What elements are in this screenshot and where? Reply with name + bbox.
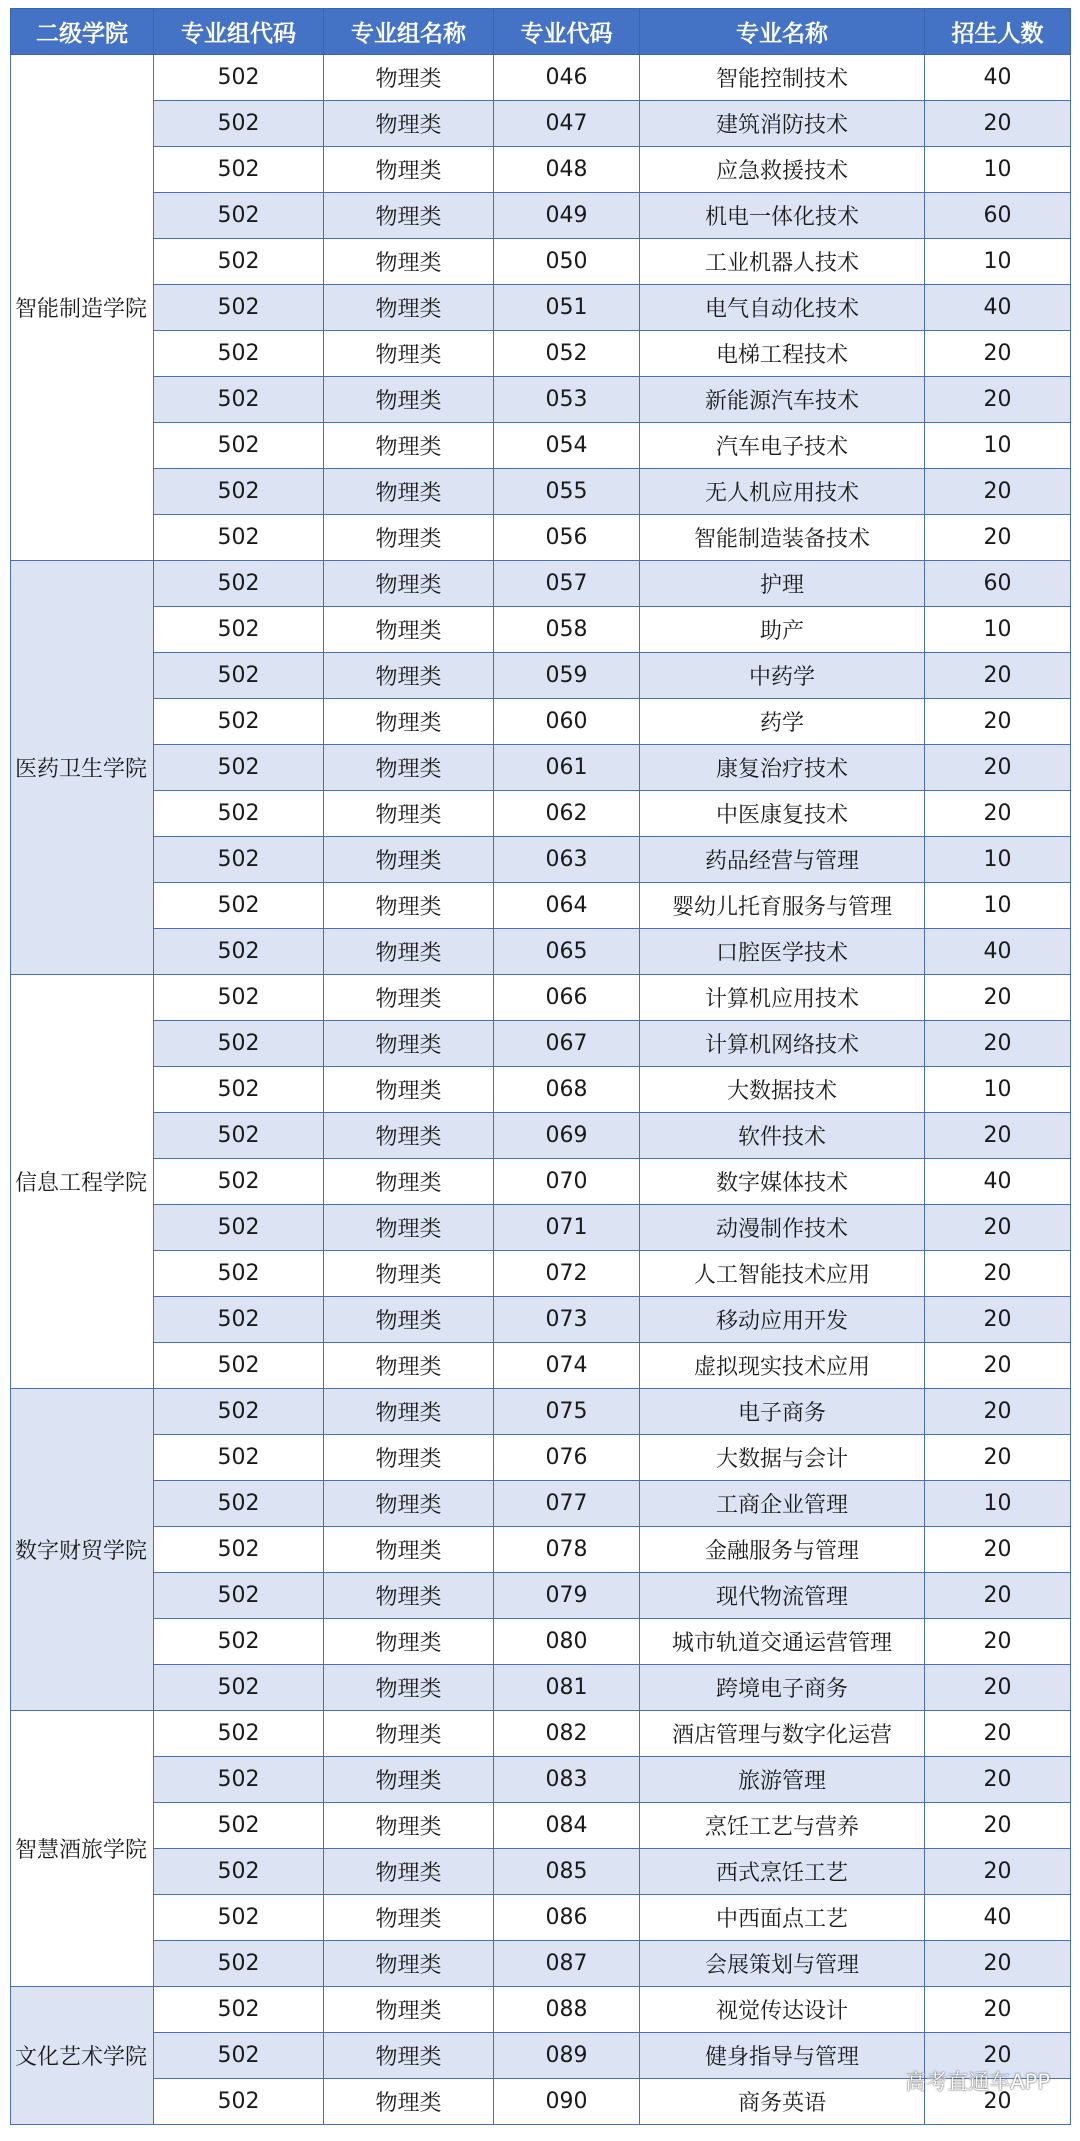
group-name-cell: 物理类 bbox=[324, 1297, 494, 1343]
table-row bbox=[11, 101, 1071, 147]
major-code-cell: 063 bbox=[494, 837, 640, 883]
major-code-cell: 071 bbox=[494, 1205, 640, 1251]
enrollment-cell: 40 bbox=[925, 929, 1071, 975]
major-name-cell: 应急救援技术 bbox=[640, 147, 925, 193]
table-row bbox=[11, 469, 1071, 515]
major-code-cell: 085 bbox=[494, 1849, 640, 1895]
group-name-cell: 物理类 bbox=[324, 607, 494, 653]
enrollment-cell: 10 bbox=[925, 883, 1071, 929]
major-code-cell: 087 bbox=[494, 1941, 640, 1987]
major-code-cell: 064 bbox=[494, 883, 640, 929]
major-name-cell: 婴幼儿托育服务与管理 bbox=[640, 883, 925, 929]
major-code-cell: 068 bbox=[494, 1067, 640, 1113]
group-name-cell: 物理类 bbox=[324, 515, 494, 561]
group-name-cell: 物理类 bbox=[324, 1481, 494, 1527]
enrollment-cell: 20 bbox=[925, 1435, 1071, 1481]
enrollment-cell: 20 bbox=[925, 791, 1071, 837]
table-row bbox=[11, 1159, 1071, 1205]
major-code-cell: 055 bbox=[494, 469, 640, 515]
group-name-cell: 物理类 bbox=[324, 285, 494, 331]
group-name-cell: 物理类 bbox=[324, 791, 494, 837]
group-code-cell: 502 bbox=[154, 1941, 324, 1987]
table-row bbox=[11, 837, 1071, 883]
enrollment-cell: 60 bbox=[925, 561, 1071, 607]
table-row bbox=[11, 699, 1071, 745]
table-row bbox=[11, 607, 1071, 653]
major-code-cell: 065 bbox=[494, 929, 640, 975]
college-cell: 文化艺术学院 bbox=[11, 1987, 154, 2125]
table-row bbox=[11, 561, 1071, 607]
major-name-cell: 视觉传达设计 bbox=[640, 1987, 925, 2033]
header-major-name: 专业名称 bbox=[640, 9, 925, 55]
group-name-cell: 物理类 bbox=[324, 1343, 494, 1389]
enrollment-cell: 20 bbox=[925, 1205, 1071, 1251]
major-name-cell: 中药学 bbox=[640, 653, 925, 699]
table-row bbox=[11, 515, 1071, 561]
table-row bbox=[11, 239, 1071, 285]
enrollment-cell: 20 bbox=[925, 1803, 1071, 1849]
major-name-cell: 电梯工程技术 bbox=[640, 331, 925, 377]
major-code-cell: 059 bbox=[494, 653, 640, 699]
table-row bbox=[11, 1849, 1071, 1895]
table-row bbox=[11, 929, 1071, 975]
enrollment-cell: 20 bbox=[925, 2033, 1071, 2079]
group-name-cell: 物理类 bbox=[324, 1389, 494, 1435]
table-row bbox=[11, 55, 1071, 101]
major-name-cell: 移动应用开发 bbox=[640, 1297, 925, 1343]
group-name-cell: 物理类 bbox=[324, 193, 494, 239]
major-code-cell: 081 bbox=[494, 1665, 640, 1711]
enrollment-cell: 20 bbox=[925, 1343, 1071, 1389]
enrollment-cell: 10 bbox=[925, 423, 1071, 469]
group-code-cell: 502 bbox=[154, 55, 324, 101]
major-name-cell: 电子商务 bbox=[640, 1389, 925, 1435]
enrollment-cell: 20 bbox=[925, 1573, 1071, 1619]
table-row bbox=[11, 285, 1071, 331]
group-code-cell: 502 bbox=[154, 975, 324, 1021]
watermark-text: 高考直通车APP bbox=[905, 2070, 1050, 2094]
major-name-cell: 药学 bbox=[640, 699, 925, 745]
group-name-cell: 物理类 bbox=[324, 2033, 494, 2079]
major-name-cell: 康复治疗技术 bbox=[640, 745, 925, 791]
major-code-cell: 056 bbox=[494, 515, 640, 561]
table-row bbox=[11, 1895, 1071, 1941]
enrollment-cell: 40 bbox=[925, 55, 1071, 101]
header-major-code: 专业代码 bbox=[494, 9, 640, 55]
enrollment-cell: 20 bbox=[925, 515, 1071, 561]
major-name-cell: 计算机网络技术 bbox=[640, 1021, 925, 1067]
group-name-cell: 物理类 bbox=[324, 837, 494, 883]
enrollment-cell: 20 bbox=[925, 653, 1071, 699]
header-college: 二级学院 bbox=[11, 9, 154, 55]
group-code-cell: 502 bbox=[154, 929, 324, 975]
enrollment-cell: 20 bbox=[925, 1665, 1071, 1711]
major-name-cell: 软件技术 bbox=[640, 1113, 925, 1159]
group-code-cell: 502 bbox=[154, 1711, 324, 1757]
enrollment-cell: 20 bbox=[925, 1757, 1071, 1803]
enrollment-cell: 20 bbox=[925, 1297, 1071, 1343]
major-code-cell: 077 bbox=[494, 1481, 640, 1527]
major-code-cell: 079 bbox=[494, 1573, 640, 1619]
group-code-cell: 502 bbox=[154, 1159, 324, 1205]
table-row bbox=[11, 791, 1071, 837]
group-code-cell: 502 bbox=[154, 1297, 324, 1343]
major-name-cell: 动漫制作技术 bbox=[640, 1205, 925, 1251]
major-name-cell: 智能控制技术 bbox=[640, 55, 925, 101]
group-code-cell: 502 bbox=[154, 331, 324, 377]
major-code-cell: 076 bbox=[494, 1435, 640, 1481]
group-name-cell: 物理类 bbox=[324, 699, 494, 745]
group-code-cell: 502 bbox=[154, 653, 324, 699]
group-name-cell: 物理类 bbox=[324, 1803, 494, 1849]
table-row bbox=[11, 1573, 1071, 1619]
major-code-cell: 052 bbox=[494, 331, 640, 377]
college-cell: 数字财贸学院 bbox=[11, 1389, 154, 1711]
enrollment-table bbox=[10, 8, 1071, 2125]
enrollment-cell: 20 bbox=[925, 331, 1071, 377]
table-row bbox=[11, 975, 1071, 1021]
major-code-cell: 057 bbox=[494, 561, 640, 607]
major-code-cell: 067 bbox=[494, 1021, 640, 1067]
group-code-cell: 502 bbox=[154, 285, 324, 331]
major-name-cell: 跨境电子商务 bbox=[640, 1665, 925, 1711]
major-code-cell: 053 bbox=[494, 377, 640, 423]
group-name-cell: 物理类 bbox=[324, 1251, 494, 1297]
group-code-cell: 502 bbox=[154, 1481, 324, 1527]
enrollment-cell: 20 bbox=[925, 1941, 1071, 1987]
group-name-cell: 物理类 bbox=[324, 1527, 494, 1573]
enrollment-cell: 40 bbox=[925, 1159, 1071, 1205]
college-cell: 智能制造学院 bbox=[11, 55, 154, 561]
enrollment-cell: 10 bbox=[925, 239, 1071, 285]
major-code-cell: 061 bbox=[494, 745, 640, 791]
major-code-cell: 086 bbox=[494, 1895, 640, 1941]
enrollment-cell: 10 bbox=[925, 1067, 1071, 1113]
group-name-cell: 物理类 bbox=[324, 1159, 494, 1205]
group-code-cell: 502 bbox=[154, 1757, 324, 1803]
group-name-cell: 物理类 bbox=[324, 55, 494, 101]
table-row bbox=[11, 1021, 1071, 1067]
group-name-cell: 物理类 bbox=[324, 101, 494, 147]
major-name-cell: 商务英语 bbox=[640, 2079, 925, 2125]
enrollment-cell: 20 bbox=[925, 1987, 1071, 2033]
table-row bbox=[11, 745, 1071, 791]
major-name-cell: 护理 bbox=[640, 561, 925, 607]
group-name-cell: 物理类 bbox=[324, 331, 494, 377]
group-code-cell: 502 bbox=[154, 1205, 324, 1251]
major-code-cell: 074 bbox=[494, 1343, 640, 1389]
group-name-cell: 物理类 bbox=[324, 1021, 494, 1067]
major-code-cell: 084 bbox=[494, 1803, 640, 1849]
major-name-cell: 旅游管理 bbox=[640, 1757, 925, 1803]
group-name-cell: 物理类 bbox=[324, 1895, 494, 1941]
table-row bbox=[11, 1297, 1071, 1343]
enrollment-cell: 40 bbox=[925, 285, 1071, 331]
group-name-cell: 物理类 bbox=[324, 975, 494, 1021]
table-row bbox=[11, 423, 1071, 469]
group-code-cell: 502 bbox=[154, 1067, 324, 1113]
table-row bbox=[11, 1619, 1071, 1665]
enrollment-cell: 20 bbox=[925, 1389, 1071, 1435]
major-code-cell: 070 bbox=[494, 1159, 640, 1205]
group-code-cell: 502 bbox=[154, 2033, 324, 2079]
major-name-cell: 工商企业管理 bbox=[640, 1481, 925, 1527]
major-code-cell: 069 bbox=[494, 1113, 640, 1159]
enrollment-cell: 10 bbox=[925, 1481, 1071, 1527]
enrollment-cell: 20 bbox=[925, 2079, 1071, 2125]
major-name-cell: 健身指导与管理 bbox=[640, 2033, 925, 2079]
table-row bbox=[11, 1711, 1071, 1757]
enrollment-cell: 20 bbox=[925, 1849, 1071, 1895]
major-name-cell: 药品经营与管理 bbox=[640, 837, 925, 883]
group-name-cell: 物理类 bbox=[324, 1711, 494, 1757]
group-name-cell: 物理类 bbox=[324, 1573, 494, 1619]
group-code-cell: 502 bbox=[154, 745, 324, 791]
table-row bbox=[11, 653, 1071, 699]
table-row bbox=[11, 1665, 1071, 1711]
table-row bbox=[11, 1481, 1071, 1527]
enrollment-table-page bbox=[10, 8, 1070, 2134]
group-code-cell: 502 bbox=[154, 607, 324, 653]
group-code-cell: 502 bbox=[154, 2079, 324, 2125]
major-name-cell: 虚拟现实技术应用 bbox=[640, 1343, 925, 1389]
enrollment-cell: 20 bbox=[925, 469, 1071, 515]
enrollment-cell: 20 bbox=[925, 1619, 1071, 1665]
major-code-cell: 066 bbox=[494, 975, 640, 1021]
major-name-cell: 中医康复技术 bbox=[640, 791, 925, 837]
group-code-cell: 502 bbox=[154, 561, 324, 607]
group-name-cell: 物理类 bbox=[324, 1941, 494, 1987]
major-code-cell: 075 bbox=[494, 1389, 640, 1435]
group-code-cell: 502 bbox=[154, 837, 324, 883]
table-row bbox=[11, 1067, 1071, 1113]
table-row bbox=[11, 1343, 1071, 1389]
table-row bbox=[11, 1205, 1071, 1251]
major-code-cell: 082 bbox=[494, 1711, 640, 1757]
group-code-cell: 502 bbox=[154, 1803, 324, 1849]
major-code-cell: 047 bbox=[494, 101, 640, 147]
header-group-code: 专业组代码 bbox=[154, 9, 324, 55]
group-code-cell: 502 bbox=[154, 469, 324, 515]
group-name-cell: 物理类 bbox=[324, 2079, 494, 2125]
major-code-cell: 062 bbox=[494, 791, 640, 837]
group-code-cell: 502 bbox=[154, 1251, 324, 1297]
major-code-cell: 080 bbox=[494, 1619, 640, 1665]
major-code-cell: 046 bbox=[494, 55, 640, 101]
enrollment-cell: 10 bbox=[925, 147, 1071, 193]
enrollment-cell: 20 bbox=[925, 1113, 1071, 1159]
major-code-cell: 051 bbox=[494, 285, 640, 331]
header-enrollment: 招生人数 bbox=[925, 9, 1071, 55]
table-body bbox=[11, 55, 1071, 2125]
group-code-cell: 502 bbox=[154, 883, 324, 929]
group-code-cell: 502 bbox=[154, 791, 324, 837]
major-code-cell: 048 bbox=[494, 147, 640, 193]
college-cell: 智慧酒旅学院 bbox=[11, 1711, 154, 1987]
major-code-cell: 083 bbox=[494, 1757, 640, 1803]
major-code-cell: 078 bbox=[494, 1527, 640, 1573]
group-code-cell: 502 bbox=[154, 423, 324, 469]
group-name-cell: 物理类 bbox=[324, 929, 494, 975]
group-code-cell: 502 bbox=[154, 1987, 324, 2033]
enrollment-cell: 10 bbox=[925, 607, 1071, 653]
table-row bbox=[11, 883, 1071, 929]
group-code-cell: 502 bbox=[154, 377, 324, 423]
major-name-cell: 金融服务与管理 bbox=[640, 1527, 925, 1573]
group-code-cell: 502 bbox=[154, 239, 324, 285]
major-name-cell: 汽车电子技术 bbox=[640, 423, 925, 469]
table-row bbox=[11, 1987, 1071, 2033]
group-name-cell: 物理类 bbox=[324, 561, 494, 607]
group-code-cell: 502 bbox=[154, 1021, 324, 1067]
header-row bbox=[11, 9, 1071, 55]
group-code-cell: 502 bbox=[154, 101, 324, 147]
enrollment-cell: 20 bbox=[925, 377, 1071, 423]
group-code-cell: 502 bbox=[154, 1389, 324, 1435]
group-code-cell: 502 bbox=[154, 699, 324, 745]
major-name-cell: 数字媒体技术 bbox=[640, 1159, 925, 1205]
group-name-cell: 物理类 bbox=[324, 1435, 494, 1481]
major-name-cell: 烹饪工艺与营养 bbox=[640, 1803, 925, 1849]
major-name-cell: 无人机应用技术 bbox=[640, 469, 925, 515]
group-name-cell: 物理类 bbox=[324, 1067, 494, 1113]
major-name-cell: 建筑消防技术 bbox=[640, 101, 925, 147]
group-code-cell: 502 bbox=[154, 193, 324, 239]
group-name-cell: 物理类 bbox=[324, 147, 494, 193]
group-code-cell: 502 bbox=[154, 147, 324, 193]
major-code-cell: 073 bbox=[494, 1297, 640, 1343]
group-name-cell: 物理类 bbox=[324, 1113, 494, 1159]
group-name-cell: 物理类 bbox=[324, 1665, 494, 1711]
major-name-cell: 口腔医学技术 bbox=[640, 929, 925, 975]
group-name-cell: 物理类 bbox=[324, 1987, 494, 2033]
group-name-cell: 物理类 bbox=[324, 883, 494, 929]
major-name-cell: 电气自动化技术 bbox=[640, 285, 925, 331]
group-name-cell: 物理类 bbox=[324, 653, 494, 699]
group-code-cell: 502 bbox=[154, 1113, 324, 1159]
enrollment-cell: 20 bbox=[925, 699, 1071, 745]
major-name-cell: 大数据技术 bbox=[640, 1067, 925, 1113]
major-name-cell: 新能源汽车技术 bbox=[640, 377, 925, 423]
table-row bbox=[11, 331, 1071, 377]
major-name-cell: 大数据与会计 bbox=[640, 1435, 925, 1481]
group-code-cell: 502 bbox=[154, 1573, 324, 1619]
table-row bbox=[11, 1389, 1071, 1435]
major-code-cell: 089 bbox=[494, 2033, 640, 2079]
group-code-cell: 502 bbox=[154, 1619, 324, 1665]
college-cell: 医药卫生学院 bbox=[11, 561, 154, 975]
group-name-cell: 物理类 bbox=[324, 1757, 494, 1803]
table-row bbox=[11, 1527, 1071, 1573]
header-group-name: 专业组名称 bbox=[324, 9, 494, 55]
enrollment-cell: 20 bbox=[925, 1021, 1071, 1067]
major-name-cell: 城市轨道交通运营管理 bbox=[640, 1619, 925, 1665]
table-row bbox=[11, 1757, 1071, 1803]
table-row bbox=[11, 1113, 1071, 1159]
major-code-cell: 088 bbox=[494, 1987, 640, 2033]
major-name-cell: 会展策划与管理 bbox=[640, 1941, 925, 1987]
group-code-cell: 502 bbox=[154, 1849, 324, 1895]
table-row bbox=[11, 193, 1071, 239]
group-name-cell: 物理类 bbox=[324, 1849, 494, 1895]
group-name-cell: 物理类 bbox=[324, 377, 494, 423]
table-row bbox=[11, 1435, 1071, 1481]
table-row bbox=[11, 1803, 1071, 1849]
major-name-cell: 计算机应用技术 bbox=[640, 975, 925, 1021]
table-row bbox=[11, 377, 1071, 423]
major-code-cell: 058 bbox=[494, 607, 640, 653]
college-cell: 信息工程学院 bbox=[11, 975, 154, 1389]
major-name-cell: 现代物流管理 bbox=[640, 1573, 925, 1619]
enrollment-cell: 60 bbox=[925, 193, 1071, 239]
group-code-cell: 502 bbox=[154, 1665, 324, 1711]
major-code-cell: 090 bbox=[494, 2079, 640, 2125]
major-name-cell: 机电一体化技术 bbox=[640, 193, 925, 239]
major-name-cell: 酒店管理与数字化运营 bbox=[640, 1711, 925, 1757]
major-name-cell: 西式烹饪工艺 bbox=[640, 1849, 925, 1895]
group-name-cell: 物理类 bbox=[324, 1619, 494, 1665]
group-name-cell: 物理类 bbox=[324, 423, 494, 469]
table-row bbox=[11, 1941, 1071, 1987]
group-code-cell: 502 bbox=[154, 1895, 324, 1941]
enrollment-cell: 40 bbox=[925, 1895, 1071, 1941]
enrollment-cell: 20 bbox=[925, 1711, 1071, 1757]
group-name-cell: 物理类 bbox=[324, 1205, 494, 1251]
enrollment-cell: 20 bbox=[925, 1251, 1071, 1297]
enrollment-cell: 10 bbox=[925, 837, 1071, 883]
major-code-cell: 072 bbox=[494, 1251, 640, 1297]
major-name-cell: 中西面点工艺 bbox=[640, 1895, 925, 1941]
group-name-cell: 物理类 bbox=[324, 745, 494, 791]
major-name-cell: 智能制造装备技术 bbox=[640, 515, 925, 561]
enrollment-cell: 20 bbox=[925, 975, 1071, 1021]
major-code-cell: 050 bbox=[494, 239, 640, 285]
major-name-cell: 人工智能技术应用 bbox=[640, 1251, 925, 1297]
group-code-cell: 502 bbox=[154, 515, 324, 561]
major-name-cell: 工业机器人技术 bbox=[640, 239, 925, 285]
major-code-cell: 054 bbox=[494, 423, 640, 469]
enrollment-cell: 20 bbox=[925, 1527, 1071, 1573]
group-code-cell: 502 bbox=[154, 1527, 324, 1573]
table-row bbox=[11, 1251, 1071, 1297]
table-row bbox=[11, 147, 1071, 193]
group-name-cell: 物理类 bbox=[324, 239, 494, 285]
enrollment-cell: 20 bbox=[925, 101, 1071, 147]
group-code-cell: 502 bbox=[154, 1343, 324, 1389]
group-code-cell: 502 bbox=[154, 1435, 324, 1481]
major-name-cell: 助产 bbox=[640, 607, 925, 653]
major-code-cell: 049 bbox=[494, 193, 640, 239]
group-name-cell: 物理类 bbox=[324, 469, 494, 515]
major-code-cell: 060 bbox=[494, 699, 640, 745]
enrollment-cell: 20 bbox=[925, 745, 1071, 791]
